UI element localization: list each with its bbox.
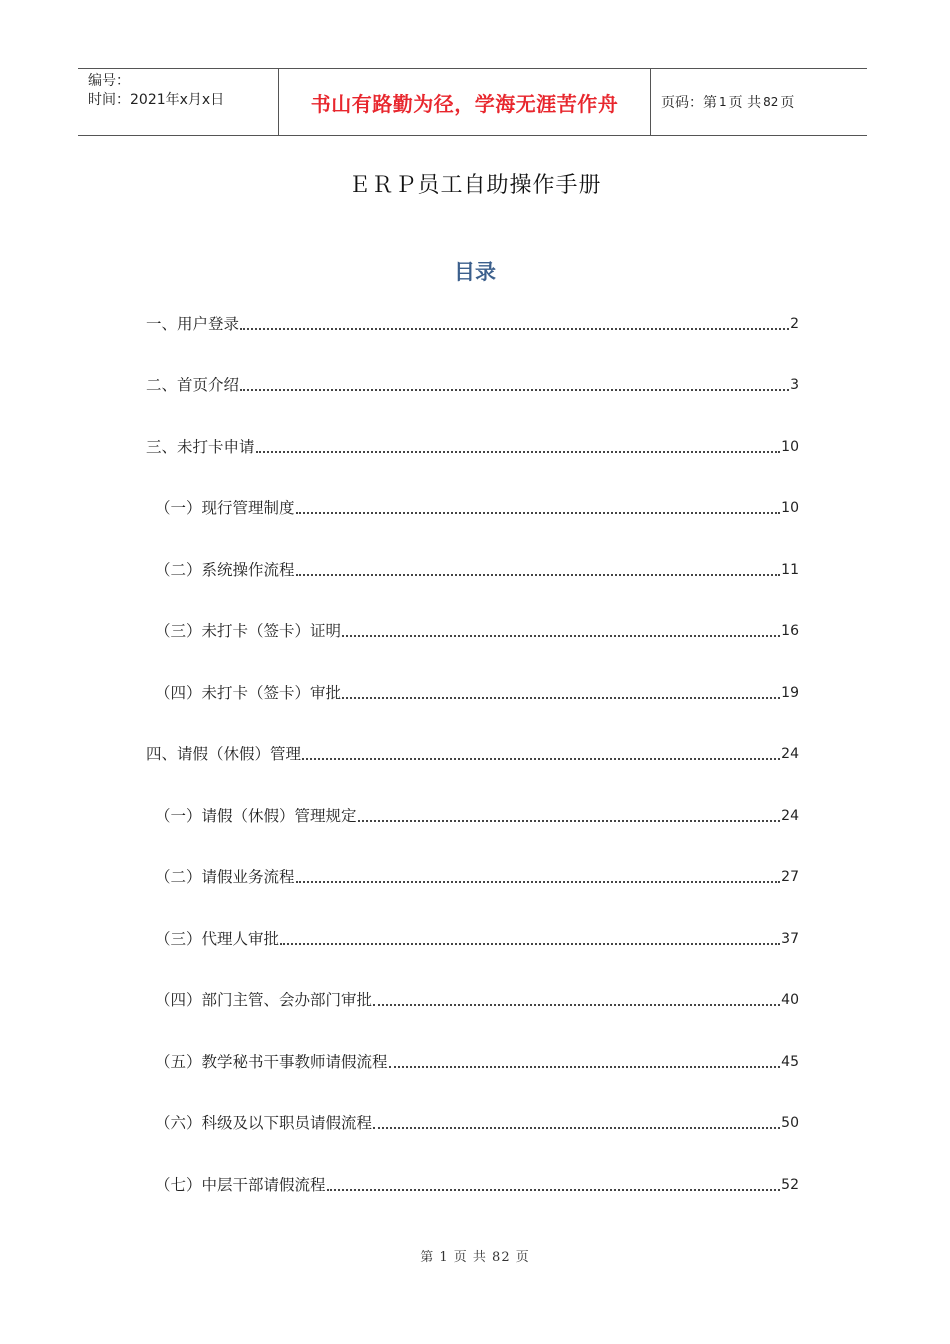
toc-leader-dots [373,1003,780,1006]
toc-leader-dots [327,1188,781,1191]
toc-item-page: 24 [781,746,799,762]
toc-item[interactable] [146,435,799,459]
toc-leader-dots [296,573,781,576]
toc-item-page: 52 [781,1177,799,1193]
toc-leader-dots [296,511,781,514]
toc-item[interactable] [155,1173,799,1197]
header-meta [78,69,279,135]
toc-leader-dots [280,942,780,945]
toc-item-label: （二）请假业务流程 [155,868,295,886]
toc-heading: 目录 [454,260,496,284]
time-label: 时间：2021年x月x日 [88,92,225,108]
toc-item-page: 27 [781,869,799,885]
toc-item-label: 一、用户登录 [146,315,240,333]
toc-item-label: （三）未打卡（签卡）证明 [155,622,342,640]
toc-item-page: 40 [781,992,799,1008]
toc-item-page: 10 [781,500,799,516]
page-total: 82 [763,95,779,109]
page-current: 1 [719,95,727,109]
toc-item[interactable] [155,619,799,643]
header-motto: 书山有路勤为径，学海无涯苦作舟 [279,69,651,135]
page-prefix: 页码：第 [661,95,717,111]
toc-leader-dots [342,634,780,637]
toc-item-page: 10 [781,439,799,455]
toc-item[interactable] [155,681,799,705]
toc-leader-dots [240,327,789,330]
toc-item-label: （二）系统操作流程 [155,561,295,579]
toc-item-label: （七）中层干部请假流程 [155,1176,326,1194]
document-title: ＥＲＰ员工自助操作手册 [348,173,602,198]
toc-item-page: 50 [781,1115,799,1131]
toc-item-label: （一）请假（休假）管理规定 [155,807,357,825]
toc-item[interactable] [155,558,799,582]
toc-item-page: 11 [781,562,799,578]
toc-item[interactable] [155,804,799,828]
toc-item-label: （一）现行管理制度 [155,499,295,517]
toc-item-label: （五）教学秘书干事教师请假流程 [155,1053,388,1071]
page-header [78,68,867,136]
toc-item[interactable] [155,927,799,951]
toc-leader-dots [373,1126,780,1129]
toc-item-label: （六）科级及以下职员请假流程 [155,1114,373,1132]
toc-item-label: （四）未打卡（签卡）审批 [155,684,342,702]
toc-item-label: （三）代理人审批 [155,930,280,948]
page-middle: 页 共 [728,95,762,111]
toc-leader-dots [358,819,781,822]
toc-item-page: 2 [790,316,799,332]
toc-item[interactable] [155,865,799,889]
toc-leader-dots [296,880,781,883]
toc-item-label: 二、首页介绍 [146,376,240,394]
toc-leader-dots [342,696,780,699]
toc-leader-dots [302,757,780,760]
toc-leader-dots [240,388,789,391]
toc-item-page: 37 [781,931,799,947]
toc-item[interactable] [155,988,799,1012]
toc-item[interactable] [155,1111,799,1135]
toc-leader-dots [389,1065,781,1068]
toc-item[interactable] [155,496,799,520]
toc-item-page: 16 [781,623,799,639]
toc-item-page: 3 [790,377,799,393]
toc-item-page: 45 [781,1054,799,1070]
toc-item[interactable] [155,1050,799,1074]
toc-item[interactable] [146,312,799,336]
toc-item-label: 四、请假（休假）管理 [146,745,302,763]
toc-item-label: （四）部门主管、会办部门审批 [155,991,373,1009]
header-page-info [651,69,867,135]
page-footer: 第 1 页 共 82 页 [420,1250,530,1265]
toc-item-page: 19 [781,685,799,701]
toc-item[interactable] [146,373,799,397]
page-suffix: 页 [780,95,795,111]
toc-item[interactable] [146,742,799,766]
toc-leader-dots [256,450,781,453]
serial-label: 编号： [88,73,130,89]
toc-item-page: 24 [781,808,799,824]
toc-item-label: 三、未打卡申请 [146,438,255,456]
